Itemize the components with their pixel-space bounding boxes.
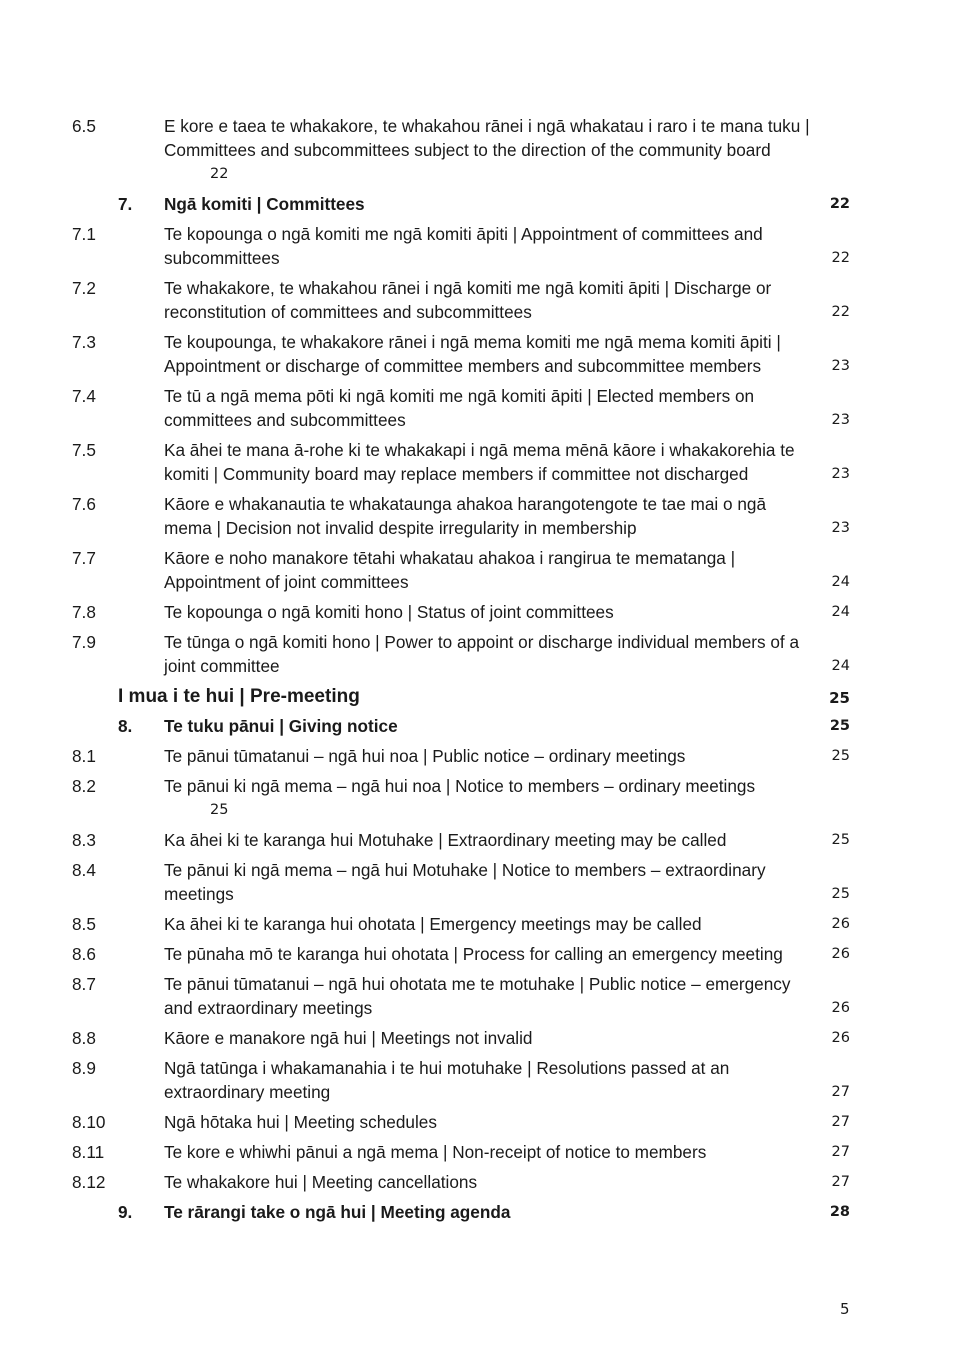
toc-entry-title: Te pānui ki ngā mema – ngā hui Motuhake | Notice to members – extraordinary meetings [164,860,766,904]
toc-entry-number: 8.6 [72,944,96,964]
page-number: 5 [840,1300,850,1318]
toc-entry-number: 7.3 [72,332,96,352]
toc-subsection-entry[interactable] [72,1110,852,1134]
toc-entry-number: 8.12 [72,1172,106,1192]
toc-entry-number: 8.8 [72,1028,96,1048]
toc-entry-page: 27 [831,1174,850,1190]
toc-entry-title: Kāore e noho manakore tētahi whakatau ahakoa i rangirua te mematanga | Appointment of joint committees [164,548,736,592]
toc-subsection-entry[interactable] [72,384,852,432]
toc-entry-title: Te pūnaha mō te karanga hui ohotata | Process for calling an emergency meeting [164,944,783,964]
table-of-contents [72,114,852,1230]
toc-entry-number: 7. [118,194,133,214]
toc-entry-page: 26 [831,946,850,962]
toc-entry-number: 7.9 [72,632,96,652]
toc-entry-page: 27 [831,1084,850,1100]
toc-entry-text [72,546,852,594]
toc-entry-title: Ngā tatūnga i whakamanahia i te hui motuhake | Resolutions passed at an extraordinary meeting [164,1058,730,1102]
toc-entry-text [72,1056,852,1104]
toc-entry-number: 8.7 [72,974,96,994]
toc-subsection-entry[interactable] [72,330,852,378]
toc-entry-title: Te rārangi take o ngā hui | Meeting agenda [164,1202,511,1222]
toc-subsection-entry[interactable] [72,1170,852,1194]
toc-subsection-entry[interactable] [72,1140,852,1164]
toc-entry-page: 23 [831,466,850,482]
toc-entry-page: 27 [831,1114,850,1130]
toc-part-entry[interactable] [118,684,852,710]
toc-entry-text [72,600,852,624]
toc-entry-number: 8.5 [72,914,96,934]
toc-entry-title: Ka āhei ki te karanga hui Motuhake | Extraordinary meeting may be called [164,830,727,850]
toc-entry-text [72,222,852,270]
toc-entry-text [72,1140,852,1164]
toc-entry-text [72,942,852,966]
toc-entry-page: 23 [831,520,850,536]
toc-entry-number: 7.6 [72,494,96,514]
toc-entry-title: E kore e taea te whakakore, te whakahou rānei i ngā whakatau i raro i te mana tuku | Committees and subcommittees subject to the direction of the community board [164,116,810,160]
toc-subsection-entry[interactable] [72,774,852,822]
toc-entry-page: 25 [210,802,229,818]
toc-subsection-entry[interactable] [72,942,852,966]
toc-entry-title: I mua i te hui | Pre-meeting [118,686,360,707]
toc-entry-title: Te pānui tūmatanui – ngā hui ohotata me te motuhake | Public notice – emergency and extraordinary meetings [164,974,791,1018]
toc-subsection-entry[interactable] [72,1026,852,1050]
toc-subsection-entry[interactable] [72,744,852,768]
toc-entry-page: 26 [831,916,850,932]
toc-entry-page: 24 [831,574,850,590]
toc-entry-number: 7.1 [72,224,96,244]
toc-subsection-entry[interactable] [72,600,852,624]
toc-entry-text [72,1110,852,1134]
toc-entry-number: 8.10 [72,1112,106,1132]
toc-entry-page: 26 [831,1000,850,1016]
toc-entry-text [72,912,852,936]
toc-entry-number: 8.3 [72,830,96,850]
toc-entry-number: 7.8 [72,602,96,622]
toc-entry-page: 22 [831,304,850,320]
toc-entry-text [72,438,852,486]
toc-entry-number: 7.5 [72,440,96,460]
toc-subsection-entry[interactable] [72,222,852,270]
toc-subsection-entry[interactable] [72,858,852,906]
toc-entry-title: Te kopounga o ngā komiti me ngā komiti āpiti | Appointment of committees and subcommittees [164,224,763,268]
toc-subsection-entry[interactable] [72,972,852,1020]
toc-entry-title: Ka āhei te mana ā-rohe ki te whakakapi i ngā mema mēnā kāore i whakakorehia te komiti | Community board may replace members if committee not discharged [164,440,795,484]
toc-entry-text [72,384,852,432]
toc-entry-page: 25 [831,832,850,848]
toc-entry-title: Te koupounga, te whakakore rānei i ngā mema komiti me ngā mema komiti āpiti | Appointment or discharge of committee members and subcommittee members [164,332,781,376]
toc-entry-title: Te pānui ki ngā mema – ngā hui noa | Notice to members – ordinary meetings [164,776,756,796]
toc-entry-text [72,1026,852,1050]
toc-entry-page: 23 [831,412,850,428]
toc-entry-number: 7.2 [72,278,96,298]
toc-entry-text [72,1170,852,1194]
toc-entry-number: 8.11 [72,1142,105,1162]
toc-entry-title: Te whakakore, te whakahou rānei i ngā komiti me ngā komiti āpiti | Discharge or reconstitution of committees and subcommittees [164,278,772,322]
toc-entry-page: 27 [831,1144,850,1160]
toc-entry-number: 9. [118,1202,133,1222]
toc-entry-title: Te tū a ngā mema pōti ki ngā komiti me ngā komiti āpiti | Elected members on committees and subcommittees [164,386,755,430]
toc-subsection-entry[interactable] [72,546,852,594]
toc-section-entry[interactable] [118,1200,852,1224]
toc-entry-title: Kāore e whakanautia te whakataunga ahakoa harangotengote te tae mai o ngā mema | Decision not invalid despite irregularity in membership [164,494,767,538]
toc-entry-page: 24 [831,604,850,620]
toc-entry-page: 28 [829,1204,850,1220]
toc-entry-number: 8.4 [72,860,96,880]
toc-entry-number: 6.5 [72,116,96,136]
toc-entry-text [72,774,852,798]
toc-subsection-entry[interactable] [72,276,852,324]
toc-subsection-entry[interactable] [72,828,852,852]
toc-subsection-entry[interactable] [72,912,852,936]
toc-entry-number: 7.4 [72,386,96,406]
toc-entry-title: Ngā komiti | Committees [164,194,365,214]
toc-entry-page: 25 [831,748,850,764]
toc-entry-page: 25 [829,718,850,734]
toc-entry-title: Te kore e whiwhi pānui a ngā mema | Non-receipt of notice to members [164,1142,707,1162]
toc-section-entry[interactable] [118,192,852,216]
toc-entry-title: Te tūnga o ngā komiti hono | Power to appoint or discharge individual members of a joint committee [164,632,800,676]
toc-subsection-entry[interactable] [72,438,852,486]
toc-entry-page: 25 [831,886,850,902]
toc-entry-number: 8.9 [72,1058,96,1078]
toc-entry-page: 23 [831,358,850,374]
toc-subsection-entry[interactable] [72,492,852,540]
toc-entry-text [72,858,852,906]
toc-section-entry[interactable] [118,714,852,738]
toc-entry-page: 25 [829,689,850,707]
toc-entry-title: Kāore e manakore ngā hui | Meetings not invalid [164,1028,533,1048]
toc-entry-page: 24 [831,658,850,674]
toc-entry-page: 22 [831,250,850,266]
toc-entry-page: 26 [831,1030,850,1046]
toc-entry-number: 8.1 [72,746,96,766]
toc-entry-text [72,276,852,324]
toc-entry-text [72,114,852,162]
toc-entry-title: Te pānui tūmatanui – ngā hui noa | Public notice – ordinary meetings [164,746,686,766]
toc-entry-text [72,492,852,540]
toc-entry-title: Ngā hōtaka hui | Meeting schedules [164,1112,437,1132]
toc-entry-number: 8.2 [72,776,96,796]
toc-entry-text [72,972,852,1020]
toc-entry-text [72,744,852,768]
toc-entry-title: Te kopounga o ngā komiti hono | Status of joint committees [164,602,614,622]
toc-entry-title: Te tuku pānui | Giving notice [164,716,398,736]
toc-entry-page: 22 [829,196,850,212]
toc-subsection-entry[interactable] [72,114,852,186]
toc-entry-number: 8. [118,716,133,736]
toc-entry-number: 7.7 [72,548,96,568]
toc-entry-title: Ka āhei ki te karanga hui ohotata | Emergency meetings may be called [164,914,702,934]
toc-entry-title: Te whakakore hui | Meeting cancellations [164,1172,478,1192]
toc-entry-page: 22 [210,166,229,182]
toc-entry-text [72,828,852,852]
toc-entry-text [72,630,852,678]
toc-subsection-entry[interactable] [72,1056,852,1104]
toc-subsection-entry[interactable] [72,630,852,678]
toc-entry-text [72,330,852,378]
